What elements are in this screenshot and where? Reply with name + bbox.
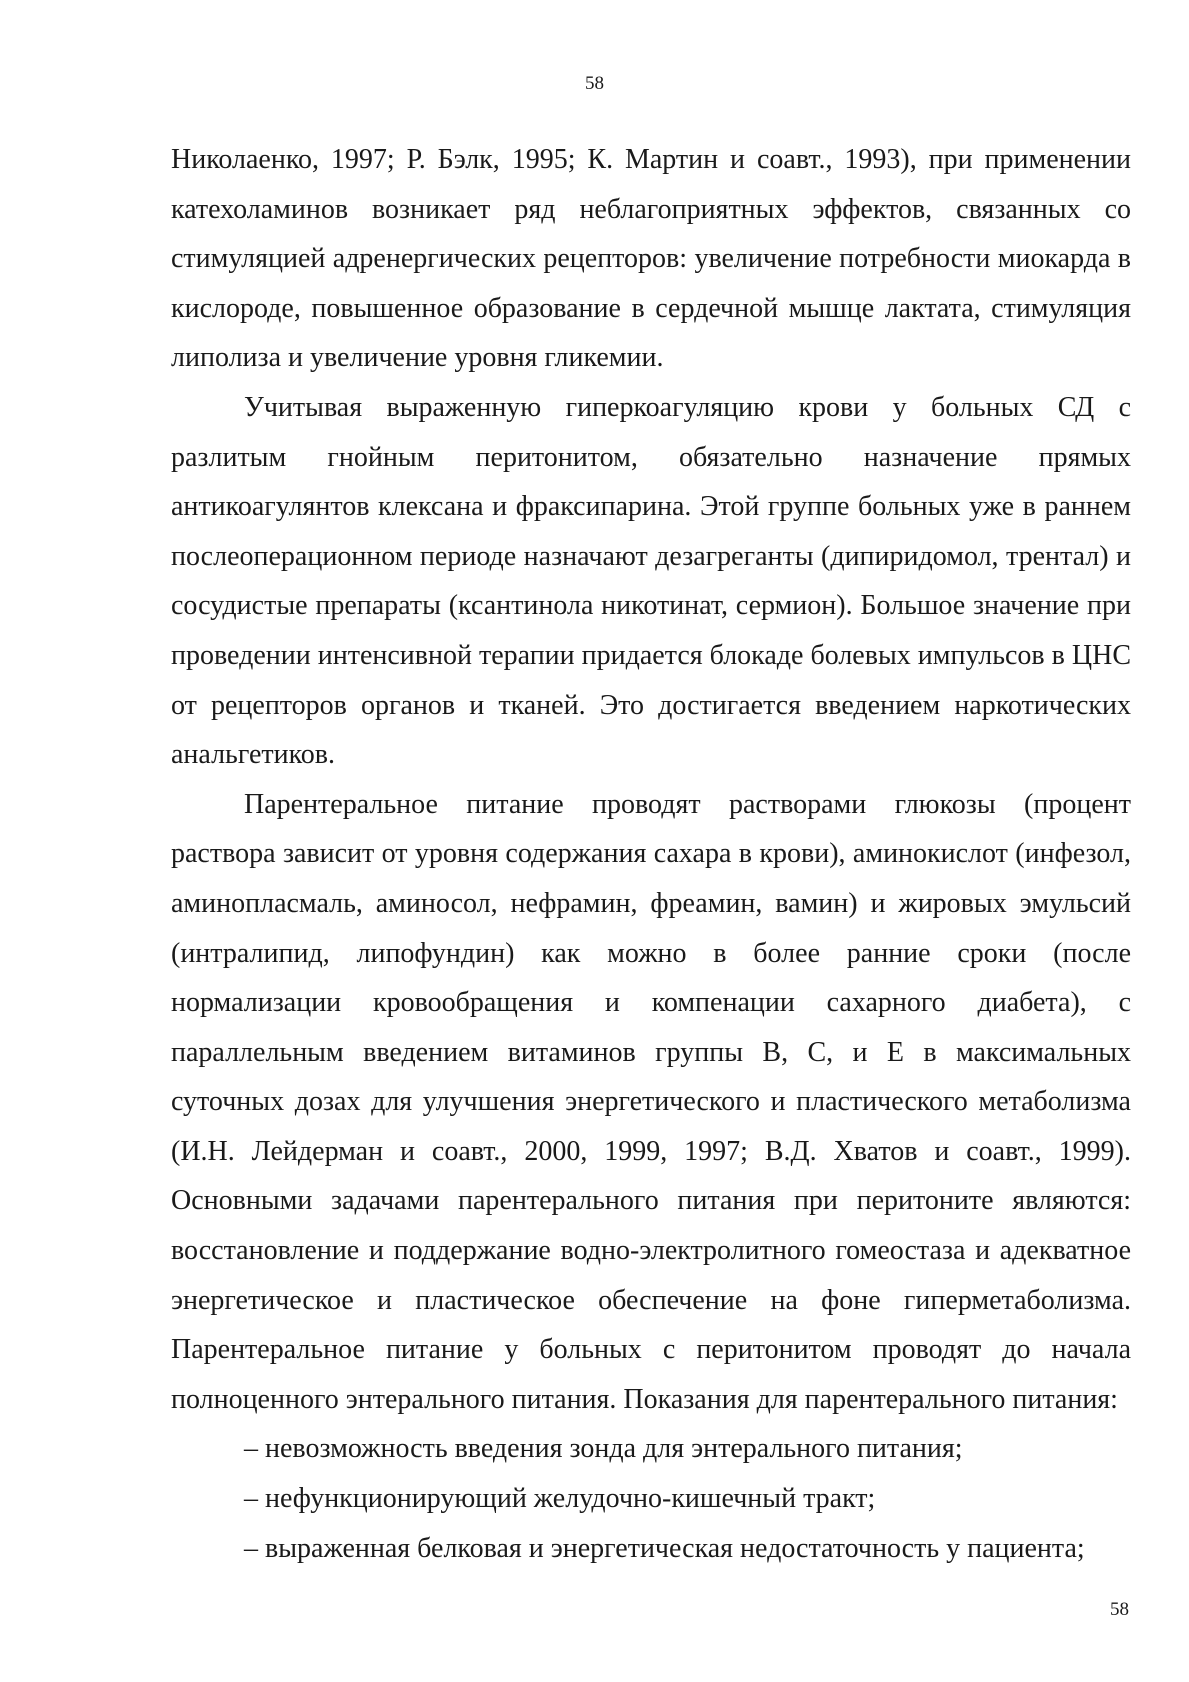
list-item: – нефункционирующий желудочно-кишечный тракт; — [244, 1483, 876, 1515]
paragraph-2: Учитывая выраженную гиперкоагуляцию крови у больных СД с разлитым гнойным перитонитом, обязательно назначение прямых антикоагулянтов клексана и фраксипарина. Этой группе больных уже в раннем послеоперационном периоде назначают дезагреганты (дипиридомол, трентал) и сосудистые препараты (ксантинола никотинат, сермион). Большое значение при проведении интенсивной терапии придается блокаде болевых импульсов в ЦНС от рецепторов органов и тканей. Это достигается введением наркотических анальгетиков. — [171, 391, 1131, 771]
page-number-bottom: 58 — [1110, 1599, 1129, 1620]
paragraph-1: Николаенко, 1997; Р. Бэлк, 1995; К. Мартин и соавт., 1993), при применении катехоламинов возникает ряд неблагоприятных эффектов, связанных со стимуляцией адренергических рецепторов: увеличение потребности миокарда в кислороде, повышенное образование в сердечной мышце лактата, стимуляция липолиза и увеличение уровня гликемии. — [171, 144, 1131, 374]
document-body — [171, 135, 1131, 1573]
paragraph-3: Парентеральное питание проводят растворами глюкозы (процент раствора зависит от уровня содержания сахара в крови), аминокислот (инфезол, аминопласмаль, аминосол, нефрамин, фреамин, вамин) и жировых эмульсий (интралипид, липофундин) как можно в более ранние сроки (после нормализации кровообращения и компенации сахарного диабета), с параллельным введением витаминов группы В, С, и Е в максимальных суточных дозах для улучшения энергетического и пластического метаболизма (И.Н. Лейдерман и соавт., 2000, 1999, 1997; В.Д. Хватов и соавт., 1999). Основными задачами парентерального питания при перитоните являются: восстановление и поддержание водно-электролитного гомеостаза и адекватное энергетическое и пластическое обеспечение на фоне гиперметаболизма. Парентеральное питание у больных с перитонитом проводят до начала полноценного энтерального питания. Показания для парентерального питания: — [171, 788, 1131, 1415]
list-item: – выраженная белковая и энергетическая недостаточность у пациента; — [244, 1532, 1085, 1564]
page-number-top: 58 — [585, 73, 604, 94]
list-item: – невозможность введения зонда для энтерального питания; — [244, 1433, 963, 1465]
